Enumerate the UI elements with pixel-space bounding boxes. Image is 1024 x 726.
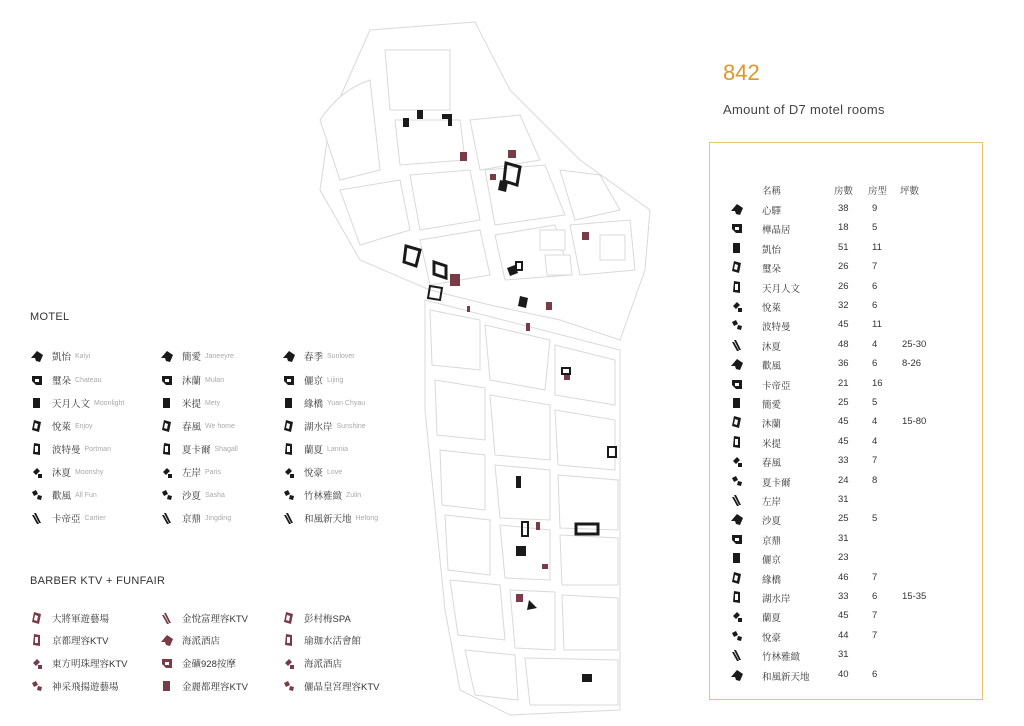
motel-legend-item — [160, 441, 238, 457]
motel-legend-name: 春季 — [304, 352, 324, 363]
motel-legend-name: 天月人文 — [52, 399, 91, 410]
motel-row-icon — [730, 609, 744, 623]
rooms-cell: 46 — [838, 571, 849, 583]
chateau-icon — [30, 373, 44, 387]
moonlight-icon — [30, 396, 44, 410]
header-name: 名稱 — [762, 186, 782, 197]
motel-name-cell: 米提 — [762, 438, 782, 450]
barber-legend-name: 瑜珈水活會館 — [304, 636, 362, 647]
barber-legend-name: 大將軍遊藝場 — [52, 614, 110, 625]
motel-row-icon — [730, 532, 744, 546]
rooms-cell: 26 — [838, 261, 849, 273]
barber-icon — [282, 679, 296, 693]
header-types: 房型 — [868, 186, 888, 197]
barber-legend-item — [282, 678, 379, 694]
room-types-cell: 5 — [872, 222, 878, 234]
shagall-icon — [160, 442, 174, 456]
motel-row-icon — [730, 415, 744, 429]
barber-icon — [160, 633, 174, 647]
motel-legend-item — [160, 348, 234, 364]
motel-name-cell: 春風 — [762, 458, 782, 470]
motel-legend-english-name: Portman — [84, 445, 111, 453]
motel-row-icon — [730, 221, 744, 235]
motel-legend-item — [282, 464, 342, 480]
motel-legend-item — [160, 418, 235, 434]
room-types-cell: 7 — [872, 629, 878, 641]
motel-legend-name: 波特曼 — [52, 445, 81, 456]
motel-row-icon — [730, 648, 744, 662]
motel-row-icon — [730, 551, 744, 565]
ping-cell: 8-26 — [902, 358, 922, 370]
room-types-cell: 8 — [872, 474, 878, 486]
motel-marker — [516, 546, 526, 556]
rooms-cell: 45 — [838, 610, 849, 622]
barber-icon — [160, 611, 174, 625]
motel-legend-name: 左岸 — [182, 468, 202, 479]
motel-legend-english-name: Sasha — [205, 491, 225, 499]
rooms-cell: 45 — [838, 435, 849, 447]
motel-name-cell: 緣橋 — [762, 574, 782, 586]
motel-legend-name: 春風 — [182, 422, 202, 433]
motel-row-icon — [730, 454, 744, 468]
motel-name-cell: 沙夏 — [762, 516, 782, 528]
portman-icon — [30, 442, 44, 456]
motel-legend-name: 沐蘭 — [182, 376, 202, 387]
motel-legend-name: 和風新天地 — [304, 514, 352, 525]
motel-legend-english-name: Love — [327, 468, 343, 476]
rooms-cell: 32 — [838, 300, 849, 311]
rooms-cell: 51 — [838, 241, 849, 253]
motel-legend-item — [30, 441, 111, 457]
total-room-label: Amount of D7 motel rooms — [723, 102, 885, 117]
barber-marker — [542, 564, 548, 569]
motel-legend-english-name: Chateau — [75, 376, 102, 384]
motel-legend-title: MOTEL — [30, 311, 70, 323]
barber-icon — [160, 679, 174, 693]
barber-legend-item — [282, 610, 351, 626]
motel-legend-name: 璽朵 — [52, 376, 72, 387]
hefong-icon — [282, 511, 296, 525]
motel-legend-name: 沙夏 — [182, 491, 202, 502]
motel-name-cell: 心驛 — [762, 206, 782, 217]
barber-legend-item — [160, 655, 236, 671]
motel-legend-english-name: Shagall — [214, 445, 238, 453]
rooms-cell: 23 — [838, 552, 849, 564]
room-types-cell: 7 — [872, 261, 878, 273]
motel-legend-name: 竹林雅緻 — [304, 491, 343, 502]
motel-row-icon — [730, 338, 744, 352]
motel-row-icon — [730, 396, 744, 410]
district-map — [300, 10, 700, 720]
mulan-icon — [160, 373, 174, 387]
motel-name-cell: 卡帝亞 — [762, 380, 791, 392]
motel-marker — [417, 110, 423, 119]
barber-legend-name: 金悅富理容KTV — [182, 614, 248, 625]
motel-row-icon — [730, 357, 744, 371]
room-types-cell: 6 — [872, 591, 878, 602]
barber-legend-name: 海派酒店 — [304, 659, 343, 670]
room-types-cell: 16 — [872, 377, 883, 389]
sasha-icon — [160, 488, 174, 502]
motel-name-cell: 竹林雅緻 — [762, 652, 801, 664]
allfun-icon — [30, 488, 44, 502]
motel-row-icon — [730, 590, 744, 604]
motel-legend-name: 卡帝亞 — [52, 514, 81, 525]
motel-legend-name: 悅豪 — [304, 468, 324, 479]
motel-legend-item — [30, 348, 90, 364]
motel-row-icon — [730, 260, 744, 274]
barber-icon — [30, 656, 44, 670]
motel-legend-item — [30, 372, 101, 388]
barber-legend-name: 海派酒店 — [182, 636, 221, 647]
motel-legend-item — [282, 418, 366, 434]
barber-legend-item — [160, 632, 220, 648]
barber-legend-item — [160, 610, 248, 626]
motel-legend-item — [30, 395, 124, 411]
total-room-count: 842 — [723, 60, 760, 85]
barber-marker — [508, 150, 516, 158]
motel-row-icon — [730, 241, 744, 255]
motel-name-cell: 悅豪 — [762, 632, 782, 644]
motel-legend-english-name: Sunlover — [327, 352, 355, 360]
motel-name-cell: 歡風 — [762, 361, 782, 373]
rooms-cell: 45 — [838, 319, 849, 331]
barber-legend-item — [30, 678, 119, 694]
motel-legend-item — [160, 395, 220, 411]
motel-legend-name: 蘭夏 — [304, 445, 324, 456]
barber-icon — [30, 611, 44, 625]
motel-name-cell: 凱怡 — [762, 244, 782, 256]
rooms-cell: 18 — [838, 222, 849, 234]
mety-icon — [160, 396, 174, 410]
motel-name-cell: 儷京 — [762, 555, 782, 567]
motel-legend-item — [160, 372, 224, 388]
room-types-cell: 11 — [872, 241, 882, 253]
room-types-cell: 7 — [872, 571, 878, 583]
motel-legend-english-name: Moonlight — [94, 399, 125, 407]
rooms-cell: 31 — [838, 494, 849, 505]
motel-legend-english-name: Jingding — [205, 514, 232, 522]
sunshine-icon — [282, 419, 296, 433]
barber-legend-name: 京都理容KTV — [52, 636, 109, 647]
header-rooms: 房數 — [834, 186, 854, 197]
barber-marker — [536, 522, 540, 530]
barber-marker — [526, 323, 530, 331]
motel-name-cell: 樺晶居 — [762, 225, 791, 237]
motel-name-cell: 悅萊 — [762, 303, 782, 314]
barber-legend-title: BARBER KTV + FUNFAIR — [30, 575, 166, 587]
street-blocks — [320, 22, 650, 715]
barber-marker — [546, 302, 552, 310]
motel-name-cell: 夏卡爾 — [762, 477, 791, 489]
motel-legend-item — [30, 510, 106, 526]
motel-row-icon — [730, 474, 744, 488]
motel-row-icon — [730, 512, 744, 526]
barber-icon — [160, 656, 174, 670]
motel-row-icon — [730, 493, 744, 507]
room-types-cell: 7 — [872, 610, 878, 622]
barber-legend-item — [160, 678, 248, 694]
motel-name-cell: 波特曼 — [762, 322, 791, 334]
motel-legend-english-name: Enjoy — [75, 422, 93, 430]
motel-row-icon — [730, 571, 744, 585]
motel-legend-name: 京鼎 — [182, 514, 202, 525]
motel-name-cell: 京鼎 — [762, 535, 782, 547]
barber-legend-item — [282, 655, 342, 671]
ping-cell: 15-80 — [902, 416, 927, 428]
motel-legend-item — [282, 487, 361, 503]
motel-legend-english-name: Zulin — [346, 491, 362, 499]
motel-name-cell: 天月人文 — [762, 283, 801, 295]
motel-name-cell: 璽朵 — [762, 264, 782, 276]
motel-legend-english-name: Moonshy — [75, 468, 104, 476]
barber-icon — [30, 679, 44, 693]
barber-icon — [30, 633, 44, 647]
motel-row-icon — [730, 280, 744, 294]
barber-marker — [460, 152, 467, 161]
barber-legend-item — [282, 632, 361, 648]
barber-marker — [516, 594, 523, 602]
motel-marker — [582, 674, 592, 682]
rooms-cell: 25 — [838, 397, 849, 408]
barber-icon — [282, 656, 296, 670]
motel-legend-english-name: Mety — [205, 399, 221, 407]
motel-legend-name: 凱怡 — [52, 352, 72, 363]
barber-icon — [282, 611, 296, 625]
motel-legend-name: 緣橋 — [304, 399, 324, 410]
barber-legend-item — [30, 632, 108, 648]
janeeyre-icon — [160, 349, 174, 363]
motel-legend-english-name: All Fun — [75, 491, 97, 499]
motel-legend-item — [282, 372, 343, 388]
barber-icon — [282, 633, 296, 647]
rooms-cell: 33 — [838, 591, 849, 602]
room-types-cell: 6 — [872, 358, 878, 370]
rooms-cell: 26 — [838, 280, 849, 292]
motel-legend-english-name: Yuan Chyau — [327, 399, 366, 407]
barber-marker — [467, 306, 470, 312]
wehome-icon — [160, 419, 174, 433]
motel-legend-english-name: Mulan — [205, 376, 225, 384]
motel-legend-english-name: Sunshine — [336, 422, 366, 430]
motel-legend-name: 簡愛 — [182, 352, 202, 363]
cartier-icon — [30, 511, 44, 525]
motel-legend-item — [30, 487, 97, 503]
rooms-cell: 25 — [838, 513, 849, 525]
moonshy-icon — [30, 465, 44, 479]
motel-legend-english-name: We home — [205, 422, 235, 430]
motel-row-icon — [730, 202, 744, 216]
lannia-icon — [282, 442, 296, 456]
room-types-cell: 7 — [872, 455, 878, 467]
lijing-icon — [282, 373, 296, 387]
barber-marker — [564, 375, 570, 380]
motel-legend-item — [160, 510, 231, 526]
room-types-cell: 9 — [872, 203, 878, 214]
motel-rooms-table — [709, 142, 983, 700]
motel-legend-english-name: Cartier — [84, 514, 106, 522]
motel-legend-name: 米提 — [182, 399, 202, 410]
barber-marker — [490, 174, 496, 180]
motel-row-icon — [730, 668, 744, 682]
motel-row-icon — [730, 299, 744, 313]
motel-legend-item — [282, 441, 348, 457]
motel-legend-name: 湖水岸 — [304, 422, 333, 433]
motel-legend-item — [160, 464, 221, 480]
motel-row-icon — [730, 435, 744, 449]
ping-cell: 15-35 — [902, 591, 927, 602]
motel-marker — [516, 476, 521, 488]
love-icon — [282, 465, 296, 479]
barber-legend-item — [30, 610, 109, 626]
motel-name-cell: 左岸 — [762, 497, 782, 508]
room-types-cell: 6 — [872, 280, 878, 292]
room-types-cell: 4 — [872, 416, 878, 428]
rooms-cell: 31 — [838, 649, 849, 661]
motel-name-cell: 簡愛 — [762, 400, 782, 411]
barber-legend-name: 金麗都理容KTV — [182, 682, 248, 693]
motel-legend-item — [30, 418, 93, 434]
motel-name-cell: 和風新天地 — [762, 671, 810, 683]
motel-legend-name: 沐夏 — [52, 468, 72, 479]
motel-legend-item — [282, 510, 378, 526]
motel-legend-english-name: Lannia — [327, 445, 349, 453]
ping-cell: 25-30 — [902, 338, 927, 350]
motel-name-cell: 沐蘭 — [762, 419, 782, 431]
motel-legend-english-name: Kaiyi — [75, 352, 91, 360]
motel-row-icon — [730, 377, 744, 391]
sunlover-icon — [282, 349, 296, 363]
motel-legend-name: 悅萊 — [52, 422, 72, 433]
room-types-cell: 4 — [872, 338, 878, 350]
motel-name-cell: 湖水岸 — [762, 594, 791, 605]
motel-legend-name: 夏卡爾 — [182, 445, 211, 456]
motel-legend-english-name: Lijing — [327, 376, 344, 384]
rooms-cell: 33 — [838, 455, 849, 467]
motel-legend-item — [30, 464, 103, 480]
rooms-cell: 40 — [838, 668, 849, 680]
motel-legend-name: 儷京 — [304, 376, 324, 387]
rooms-cell: 36 — [838, 358, 849, 370]
barber-legend-name: 東方明珠理容KTV — [52, 659, 128, 670]
rooms-cell: 45 — [838, 416, 849, 428]
paris-icon — [160, 465, 174, 479]
motel-name-cell: 沐夏 — [762, 341, 782, 353]
room-types-cell: 6 — [872, 668, 878, 680]
rooms-cell: 48 — [838, 338, 849, 350]
rooms-cell: 38 — [838, 203, 849, 214]
room-types-cell: 5 — [872, 513, 878, 525]
rooms-cell: 44 — [838, 629, 849, 641]
rooms-cell: 21 — [838, 377, 849, 389]
barber-marker — [450, 274, 460, 286]
motel-legend-english-name: Janeeyre — [205, 352, 234, 360]
room-types-cell: 5 — [872, 397, 878, 408]
motel-row-icon — [730, 318, 744, 332]
barber-legend-name: 儷晶皇宮理容KTV — [304, 682, 380, 693]
barber-legend-name: 神采飛揚遊藝場 — [52, 682, 119, 693]
motel-legend-item — [160, 487, 225, 503]
header-ping: 坪數 — [900, 186, 920, 197]
rooms-cell: 24 — [838, 474, 849, 486]
barber-legend-name: 彭村梅SPA — [304, 614, 351, 625]
barber-marker — [582, 232, 589, 240]
barber-legend-name: 金礦928按摩 — [182, 659, 236, 670]
room-types-cell: 11 — [872, 319, 882, 331]
motel-legend-english-name: Paris — [205, 468, 221, 476]
motel-legend-item — [282, 348, 355, 364]
motel-legend-english-name: Hefong — [355, 514, 379, 522]
room-types-cell: 4 — [872, 435, 878, 447]
jingding-icon — [160, 511, 174, 525]
zulin-icon — [282, 488, 296, 502]
room-types-cell: 6 — [872, 300, 878, 311]
motel-name-cell: 蘭夏 — [762, 613, 782, 625]
yuanchyau-icon — [282, 396, 296, 410]
motel-legend-name: 歡風 — [52, 491, 72, 502]
motel-marker — [403, 118, 409, 127]
enjoy-icon — [30, 419, 44, 433]
barber-legend-item — [30, 655, 127, 671]
kaiyi-icon — [30, 349, 44, 363]
motel-legend-item — [282, 395, 365, 411]
motel-row-icon — [730, 629, 744, 643]
rooms-cell: 31 — [838, 532, 849, 544]
